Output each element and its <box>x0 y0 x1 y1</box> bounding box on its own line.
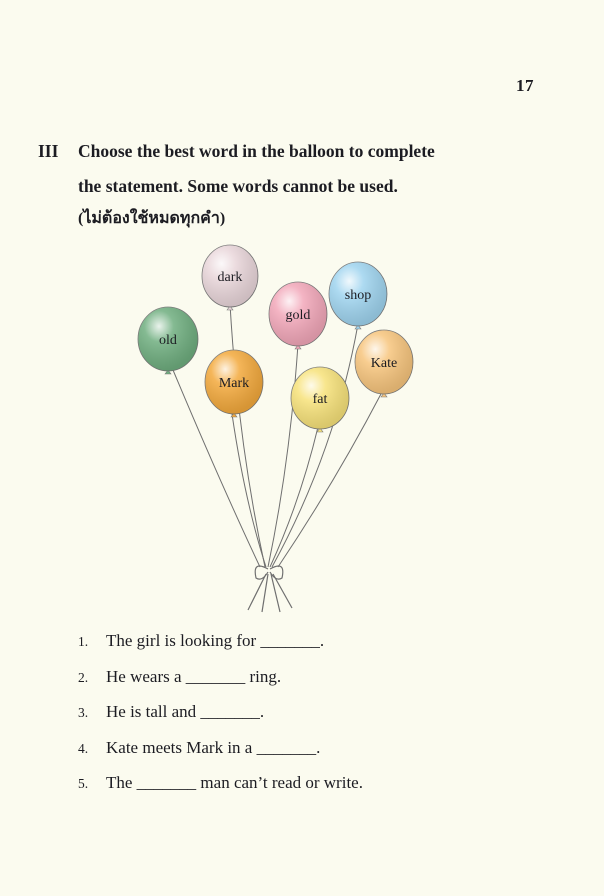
page-number: 17 <box>516 76 534 95</box>
balloon-old <box>138 307 198 374</box>
balloon-strings <box>173 304 382 567</box>
question-number: 4. <box>78 740 89 756</box>
question-text: He wears a _______ ring. <box>106 666 282 686</box>
balloon-shop <box>329 262 387 329</box>
balloon-word: fat <box>312 392 328 407</box>
balloon-dark <box>202 245 258 310</box>
question-text: The girl is looking for _______. <box>106 631 325 650</box>
instruction-text-1: Choose the best word in the balloon to complete <box>78 141 435 161</box>
instruction-line-2: the statement. Some words cannot be used. <box>78 176 398 196</box>
question-4 <box>78 733 538 769</box>
question-number: 5. <box>78 776 89 791</box>
balloon-word: Kate <box>370 356 398 371</box>
balloon-kate <box>355 330 413 397</box>
balloon-word: gold <box>285 308 311 323</box>
balloon-cluster <box>120 242 440 622</box>
question-1 <box>78 626 538 662</box>
question-list <box>78 626 538 804</box>
question-5 <box>78 768 538 804</box>
bow <box>248 566 292 612</box>
question-number: 1. <box>78 634 89 649</box>
question-text: The _______ man can’t read or write. <box>106 773 363 792</box>
instruction-line-1 <box>38 134 558 169</box>
balloon-mark <box>205 350 263 417</box>
question-3 <box>78 697 538 733</box>
balloon-word: Mark <box>218 376 250 391</box>
balloon-word: dark <box>217 270 243 285</box>
balloon-gold <box>269 282 327 349</box>
section-roman-numeral: III <box>38 141 59 161</box>
section-heading <box>38 134 558 234</box>
balloon-illustration <box>120 242 440 622</box>
question-number: 3. <box>78 705 89 720</box>
question-text: Kate meets Mark in a _______. <box>106 737 321 757</box>
balloon-word: old <box>159 333 177 348</box>
thai-note: (ไม่ต้องใช้หมดทุกคำ) <box>78 210 226 227</box>
question-number: 2. <box>78 669 89 685</box>
question-2 <box>78 662 538 698</box>
balloon-fat <box>291 367 349 432</box>
question-text: He is tall and _______. <box>106 702 265 721</box>
balloon-word: shop <box>344 288 372 303</box>
